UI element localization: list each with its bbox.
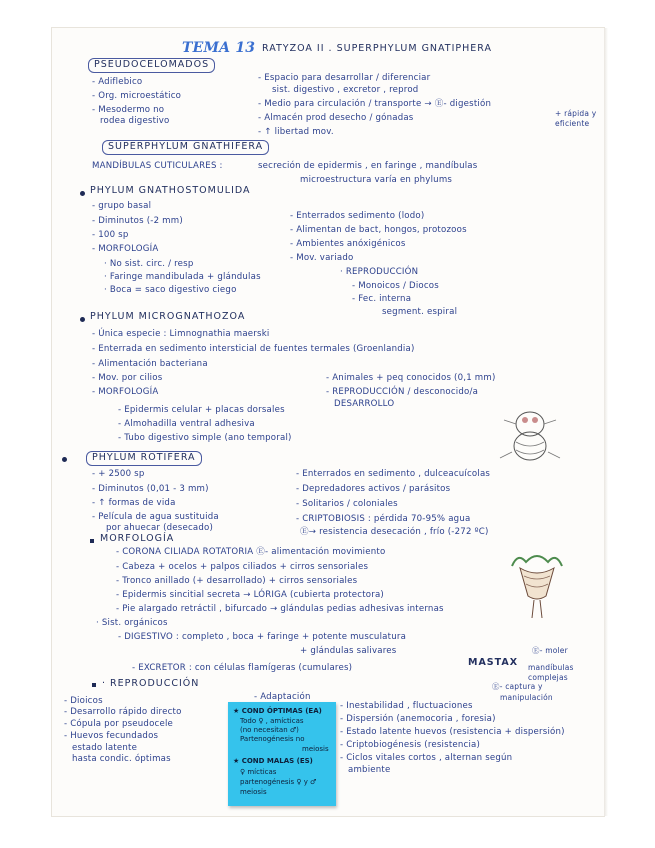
- gnatho-left-1: - Diminutos (-2 mm): [92, 216, 183, 226]
- pseudo-left-1: - Org. microestático: [92, 91, 182, 101]
- rot-repro: · REPRODUCCIÓN: [102, 678, 200, 689]
- micrognathozoa-sketch: [498, 402, 562, 472]
- sticky-line-8: meiosis: [240, 788, 267, 796]
- gnatho-right-4: · REPRODUCCIÓN: [340, 267, 419, 277]
- gnatho-right-2: - Ambientes anóxigénicos: [290, 239, 406, 249]
- gnatho-right-0: - Enterrados sedimento (lodo): [290, 211, 425, 221]
- micro-right-1: - REPRODUCCIÓN / desconocido/a: [326, 387, 479, 397]
- mastax-note-0: Ⓔ- moler: [532, 646, 568, 655]
- gnatho-right-3: - Mov. variado: [290, 253, 354, 263]
- mastax-label: MASTAX: [468, 657, 519, 668]
- pseudo-right-0: - Espacio para desarrollar / diferenciar: [258, 73, 431, 83]
- bottom-left-5: hasta condic. óptimas: [72, 754, 171, 764]
- pseudo-heading: PSEUDOCELOMADOS: [88, 58, 215, 73]
- micro-morph-0: - Epidermis celular + placas dorsales: [118, 405, 285, 415]
- micro-line-4: - MORFOLOGÍA: [92, 387, 159, 397]
- gnatho-right-7: segment. espiral: [382, 307, 458, 317]
- micro-heading: PHYLUM MICROGNATHOZOA: [90, 311, 246, 322]
- bottom-right-0: - Inestabilidad , fluctuaciones: [340, 701, 473, 711]
- sticky-note: [228, 702, 336, 806]
- page-title: TEMA 13: [182, 40, 256, 56]
- superphylum-line1-a: MANDÍBULAS CUTICULARES :: [92, 161, 223, 171]
- rot-right-0: - Enterrados en sedimento , dulceacuícolas: [296, 469, 491, 479]
- repro-note-0: Ⓔ- captura y: [492, 682, 543, 691]
- sticky-line-2: (no necesitan ♂): [240, 726, 299, 734]
- square-bullet: [90, 539, 94, 543]
- bottom-left-3: - Huevos fecundados: [64, 731, 159, 741]
- rot-left-2: - ↑ formas de vida: [92, 498, 176, 508]
- rot-morph-4: - Pie alargado retráctil , bifurcado → glándulas pedias adhesivas internas: [116, 604, 444, 614]
- rot-right-2: - Solitarios / coloniales: [296, 499, 398, 509]
- rot-morph-0: - CORONA CILIADA ROTATORIA Ⓔ- alimentación movimiento: [116, 547, 386, 557]
- bottom-left-4: estado latente: [72, 743, 138, 753]
- pseudo-left-2: - Mesodermo no: [92, 105, 165, 115]
- micro-morph-2: - Tubo digestivo simple (ano temporal): [118, 433, 292, 443]
- bottom-left-1: - Desarrollo rápido directo: [64, 707, 182, 717]
- sticky-line-7: partenogénesis ♀ y ♂: [240, 778, 317, 786]
- micro-line-0: - Única especie : Limnognathia maerski: [92, 329, 270, 339]
- mastax-note-1: mandíbulas: [528, 663, 574, 672]
- bottom-mid-top: - Adaptación: [254, 692, 311, 702]
- pseudo-aside-1: eficiente: [555, 119, 590, 128]
- sticky-line-6: ♀ mícticas: [240, 768, 277, 776]
- pseudo-aside-0: + rápida y: [555, 109, 597, 118]
- bullet: [80, 317, 85, 322]
- gnatho-left-2: - 100 sp: [92, 230, 129, 240]
- bottom-right-4: - Ciclos vitales cortos , alternan según: [340, 753, 513, 763]
- bullet: [62, 457, 67, 462]
- sticky-line-1: Todo ♀ , amícticas: [240, 717, 304, 725]
- gnatho-right-6: - Fec. interna: [352, 294, 412, 304]
- sticky-line-5: ★ COND MALAS (ES): [233, 757, 313, 765]
- pseudo-right-3: - Almacén prod desecho / gónadas: [258, 113, 414, 123]
- repro-note-1: manipulación: [500, 693, 553, 702]
- gnatho-left-4: · No sist. circ. / resp: [104, 259, 194, 269]
- micro-right-2: DESARROLLO: [334, 399, 395, 409]
- rot-morph-6: - DIGESTIVO : completo , boca + faringe + potente musculatura: [118, 632, 407, 642]
- bottom-right-2: - Estado latente huevos (resistencia + dispersión): [340, 727, 565, 737]
- rot-morph-3: - Epidermis sincitial secreta → LÓRIGA (cubierta protectora): [116, 590, 384, 600]
- rot-morph-5: · Sist. orgánicos: [96, 618, 168, 628]
- rot-left-1: - Diminutos (0,01 - 3 mm): [92, 484, 209, 494]
- pseudo-left-3: rodea digestivo: [100, 116, 170, 126]
- micro-right-0: - Animales + peq conocidos (0,1 mm): [326, 373, 496, 383]
- rot-left-3: - Película de agua sustituida: [92, 512, 219, 522]
- rot-excretor: - EXCRETOR : con células flamígeras (cumulares): [132, 663, 353, 673]
- rot-morph-1: - Cabeza + ocelos + palpos ciliados + cirros sensoriales: [116, 562, 369, 572]
- rot-right-1: - Depredadores activos / parásitos: [296, 484, 451, 494]
- bottom-left-2: - Cópula por pseudocele: [64, 719, 174, 729]
- micro-line-3: - Mov. por cilios: [92, 373, 163, 383]
- bottom-right-3: - Criptobiogénesis (resistencia): [340, 740, 481, 750]
- rot-left-0: - + 2500 sp: [92, 469, 145, 479]
- sticky-line-3: Partenogénesis no: [240, 735, 305, 743]
- pseudo-right-1: sist. digestivo , excretor , reprod: [272, 85, 419, 95]
- superphylum-line2: microestructura varía en phylums: [300, 175, 453, 185]
- micro-morph-1: - Almohadilla ventral adhesiva: [118, 419, 255, 429]
- rotifera-sketch: [504, 548, 570, 624]
- square-bullet: [92, 683, 96, 687]
- pseudo-left-0: - Adiflebico: [92, 77, 143, 87]
- bullet: [80, 191, 85, 196]
- bottom-left-0: - Dioicos: [64, 696, 103, 706]
- gnatho-left-3: - MORFOLOGÍA: [92, 244, 159, 254]
- page-subtitle: RATYZOA II . SUPERPHYLUM GNATIPHERA: [262, 43, 492, 54]
- rot-morph-7: + glándulas salivares: [300, 646, 397, 656]
- micro-line-1: - Enterrada en sedimento intersticial de fuentes termales (Groenlandia): [92, 344, 415, 354]
- pseudo-right-2: - Medio para circulación / transporte → Ⓔ- digestión: [258, 99, 492, 109]
- gnatho-right-5: - Monoicos / Diocos: [352, 281, 439, 291]
- gnatho-heading: PHYLUM GNATHOSTOMULIDA: [90, 185, 251, 196]
- superphylum-line1-b: secreción de epidermis , en faringe , mandíbulas: [258, 161, 478, 171]
- gnatho-left-0: - grupo basal: [92, 201, 152, 211]
- bottom-right-5: ambiente: [348, 765, 391, 775]
- sticky-line-0: ★ COND ÓPTIMAS (EA): [233, 707, 322, 715]
- mastax-note-2: complejas: [528, 673, 568, 682]
- gnatho-right-1: - Alimentan de bact, hongos, protozoos: [290, 225, 467, 235]
- sticky-line-4: meiosis: [302, 745, 329, 753]
- gnatho-left-5: · Faringe mandibulada + glándulas: [104, 272, 261, 282]
- rot-right-3: - CRIPTOBIOSIS : pérdida 70-95% agua: [296, 514, 471, 524]
- superphylum-heading: SUPERPHYLUM GNATHIFERA: [102, 140, 269, 155]
- rot-left-4: por ahuecar (desecado): [106, 523, 213, 533]
- rot-right-4: Ⓔ→ resistencia desecación , frío (-272 ºC): [300, 527, 489, 537]
- pseudo-right-4: - ↑ libertad mov.: [258, 127, 334, 137]
- rotifera-heading: PHYLUM ROTIFERA: [86, 451, 202, 466]
- rot-morph-2: - Tronco anillado (+ desarrollado) + cirros sensoriales: [116, 576, 358, 586]
- micro-line-2: - Alimentación bacteriana: [92, 359, 208, 369]
- rot-left-5: MORFOLOGÍA: [100, 533, 175, 544]
- gnatho-left-6: · Boca = saco digestivo ciego: [104, 285, 237, 295]
- bottom-right-1: - Dispersión (anemocoria , foresia): [340, 714, 496, 724]
